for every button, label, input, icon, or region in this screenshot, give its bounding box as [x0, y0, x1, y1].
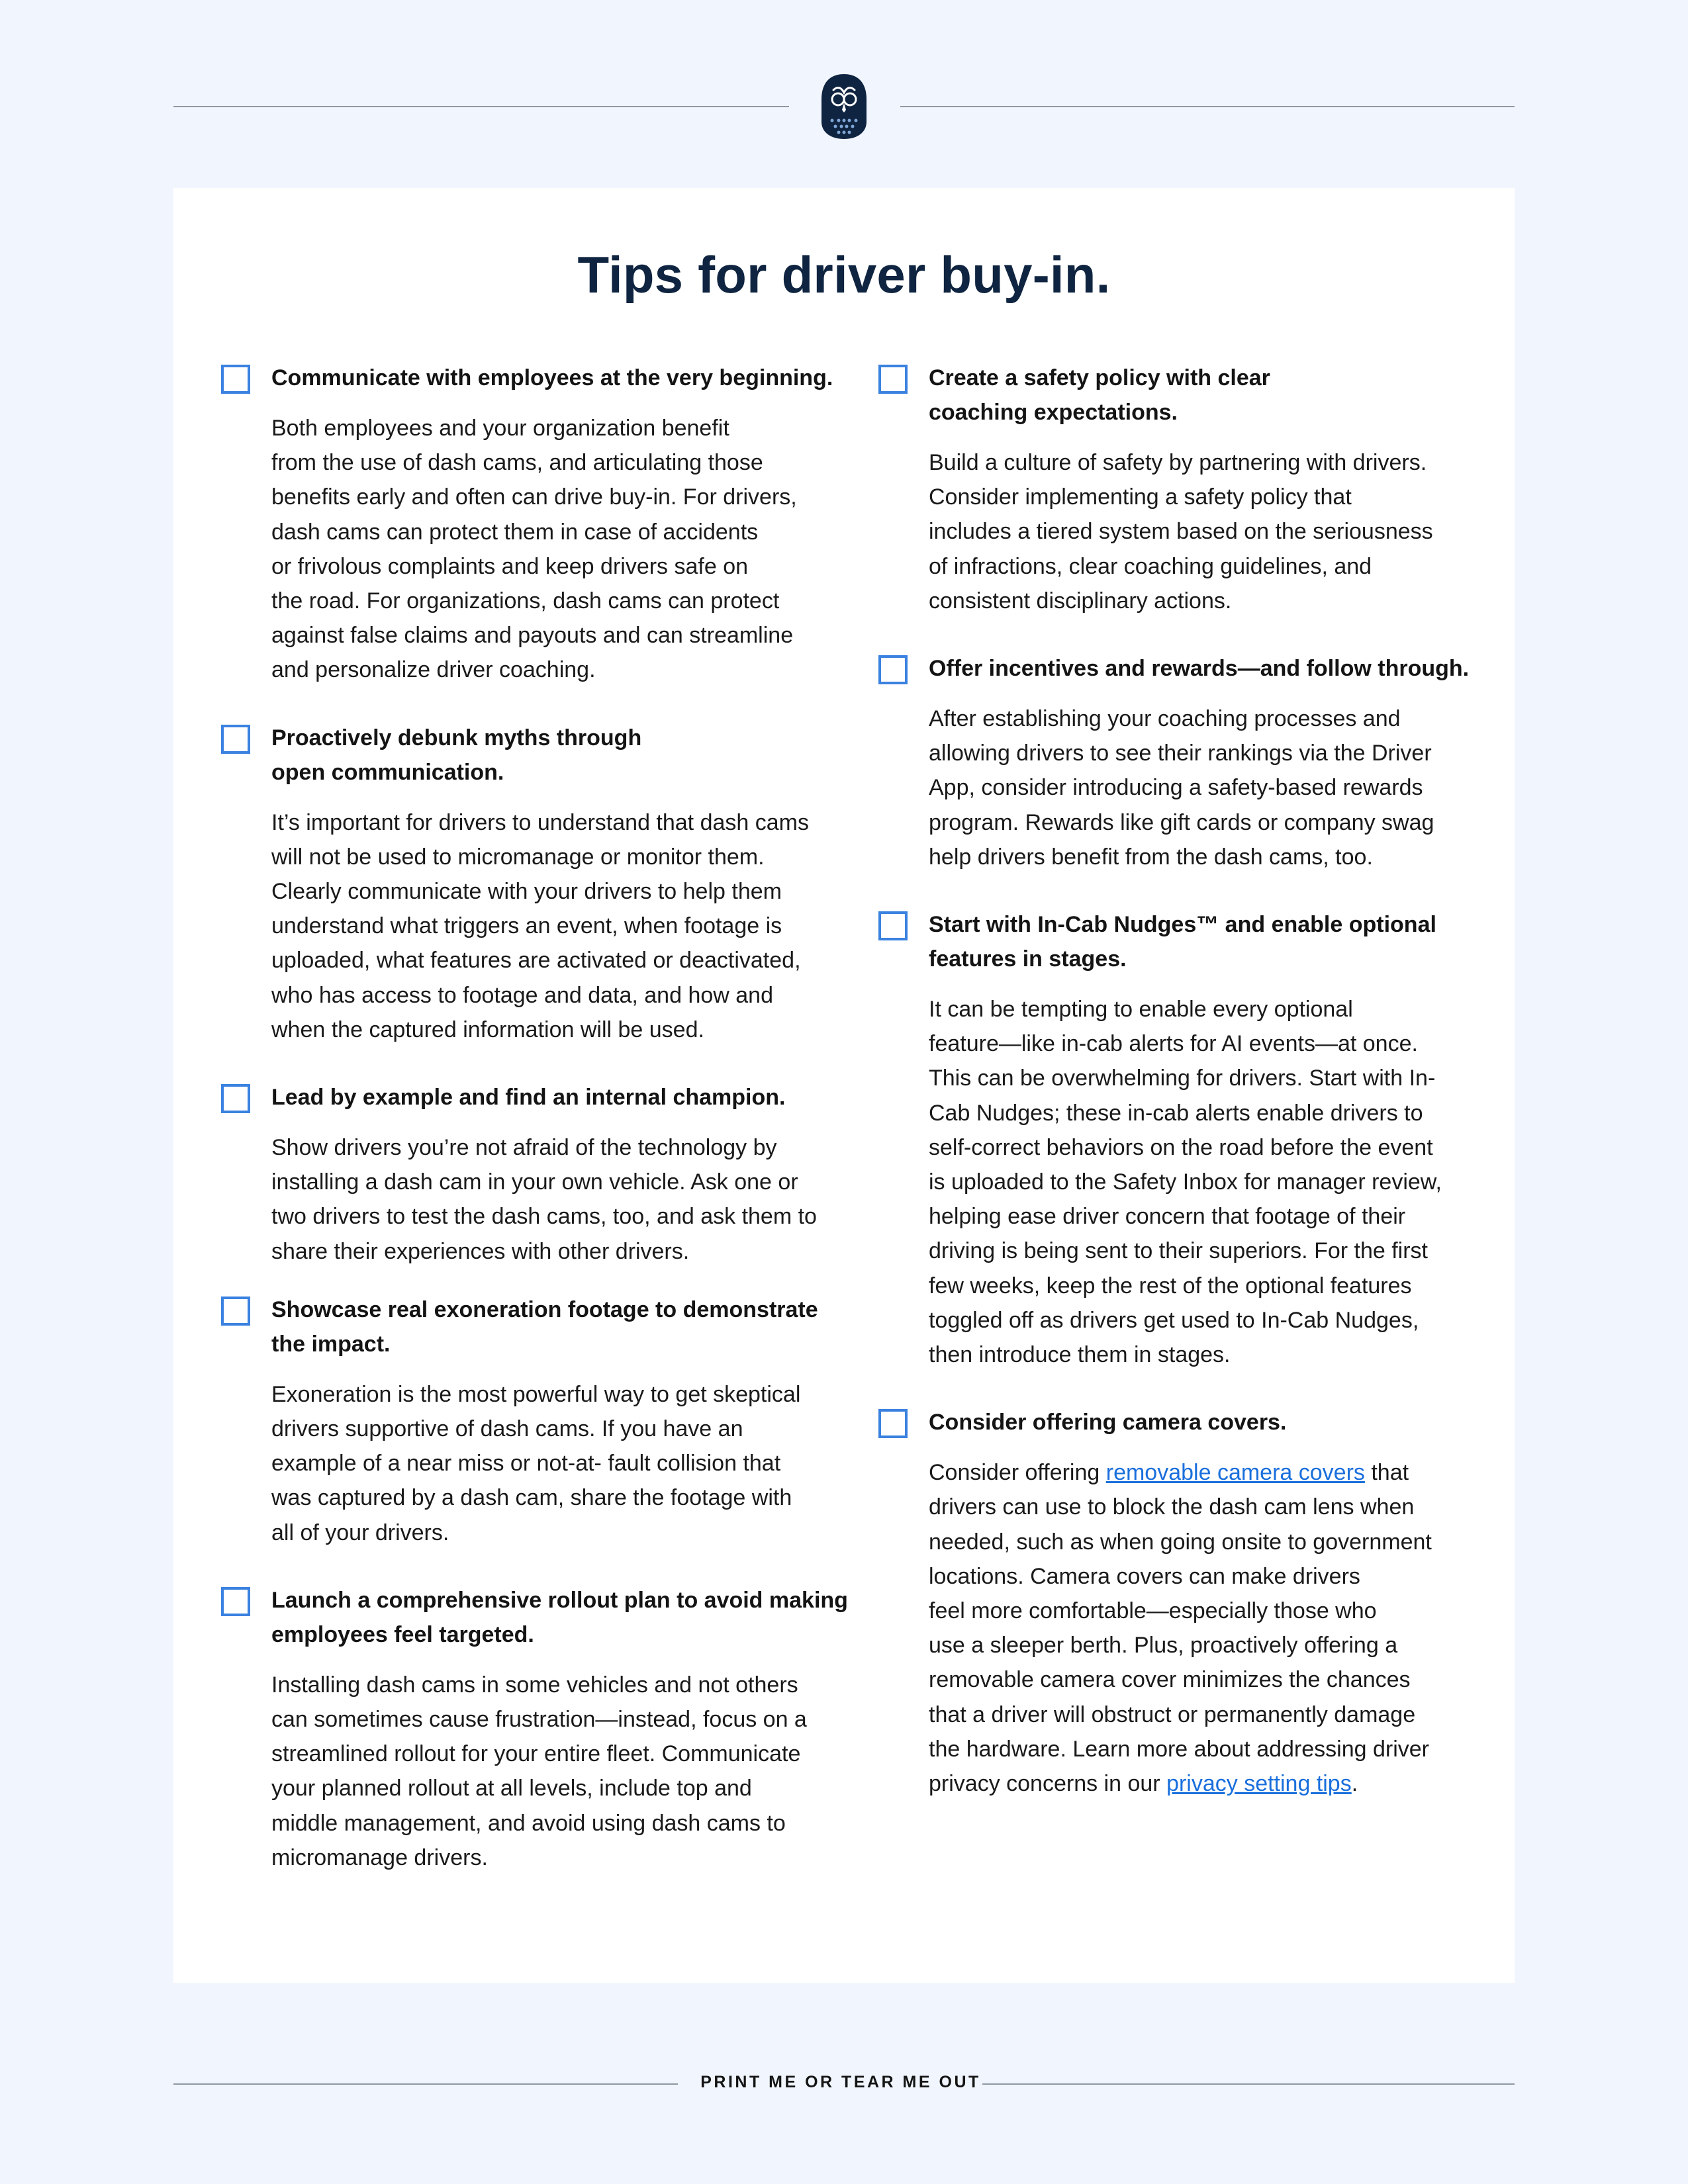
right-column: [878, 361, 1474, 1801]
item-body: Show drivers you’re not afraid of the technology by installing a dash cam in your own vehicle. Ask one or two drivers to test the dash cams, too, and ask them to share their experiences with other drivers.: [271, 1135, 817, 1264]
checklist-item: [221, 361, 857, 688]
checklist-item: [221, 721, 857, 1047]
checklist-item: [221, 1080, 857, 1269]
item-title: Communicate with employees at the very beginning.: [271, 365, 833, 390]
item-title: Consider offering camera covers.: [929, 1410, 1287, 1435]
checklist-item: [878, 651, 1474, 874]
page-title: Tips for driver buy-in.: [577, 246, 1111, 304]
item-body: It’s important for drivers to understand that dash cams will not be used to micromanage or monitor them. Clearly communicate with your drivers to help them understand what triggers an event, when footage is uploaded, what features are activated or deactivated, who has access to footage and data, and how and when the captured information will be used.: [271, 809, 809, 1042]
checkbox[interactable]: [878, 1409, 908, 1438]
checklist-item: [878, 1405, 1474, 1801]
item-body: Both employees and your organization benefit from the use of dash cams, and articulating those benefits early and often can drive buy-in. For drivers, dash cams can protect them in case of accidents or frivolous complaints and keep drivers safe on the road. For organizations, dash cams can protect against false claims and payouts and can streamline and personalize driver coaching.: [271, 416, 797, 683]
checkbox[interactable]: [221, 725, 250, 754]
item-title: Showcase real exoneration footage to demonstrate the impact.: [271, 1297, 818, 1357]
item-title: Lead by example and find an internal champion.: [271, 1085, 786, 1111]
checkbox[interactable]: [221, 1297, 250, 1326]
checkbox[interactable]: [221, 365, 250, 394]
item-body: Build a culture of safety by partnering with drivers. Consider implementing a safety policy that includes a tiered system based on the seriousness of infractions, clear coaching guidelines, and consistent disciplinary actions.: [929, 450, 1433, 614]
item-body: After establishing your coaching processes and allowing drivers to see their rankings via the Driver App, consider introducing a safety-based rewards program. Rewards like gift cards or company swag help drivers benefit from the dash cams, too.: [929, 706, 1434, 870]
camera-covers-link[interactable]: removable camera covers: [1105, 1460, 1365, 1486]
header-rule-right: [900, 106, 1515, 107]
footer-rule-right: [982, 2083, 1515, 2085]
body-text: that drivers can use to block the dash cam lens when needed, such as when going onsite to government locations. Camera covers can make drivers feel more comfortable—especially those who use a sleeper berth. Plus, proactively offering a removable camera cover minimizes the chances that a driver will obstruct or permanently damage the hardware. Learn more about addressing driver privacy concerns in our: [929, 1460, 1432, 1797]
body-text: Consider offering: [929, 1460, 1106, 1486]
checklist-item: [221, 1293, 857, 1550]
item-body: It can be tempting to enable every optional feature—like in-cab alerts for AI events—at once. This can be overwhelming for drivers. Start with In- Cab Nudges; these in-cab alerts enable drivers to self-correct behaviors on the road before the event is uploaded to the Safety Inbox for manager review, helping ease driver concern that footage of their driving is being sent to their superiors. For the first few weeks, keep the rest of the optional features toggled off as drivers get used to In-Cab Nudges, then introduce them in stages.: [929, 997, 1442, 1368]
checkbox[interactable]: [221, 1084, 250, 1113]
item-body: Installing dash cams in some vehicles and not others can sometimes cause frustration—instead, focus on a streamlined rollout for your entire fleet. Communicate your planned rollout at all levels, include top and middle management, and avoid using dash cams to micromanage drivers.: [271, 1672, 807, 1870]
footer-label: PRINT ME OR TEAR ME OUT: [700, 2073, 981, 2091]
body-text: .: [1351, 1771, 1358, 1797]
checkbox[interactable]: [878, 911, 908, 940]
checklist-item: [878, 907, 1474, 1372]
checkbox[interactable]: [878, 365, 908, 394]
header-rule-left: [173, 106, 789, 107]
item-title: Proactively debunk myths through open communication.: [271, 725, 642, 785]
item-title: Offer incentives and rewards—and follow through.: [929, 656, 1470, 682]
checkbox[interactable]: [221, 1587, 250, 1616]
owl-logo-icon: [820, 73, 868, 140]
footer-rule-left: [173, 2083, 678, 2085]
item-title: Start with In-Cab Nudges™ and enable optional features in stages.: [929, 912, 1436, 972]
checkbox[interactable]: [878, 655, 908, 684]
privacy-tips-link[interactable]: privacy setting tips: [1166, 1771, 1352, 1797]
checklist-item: [878, 361, 1474, 618]
item-title: Create a safety policy with clear coaching expectations.: [929, 365, 1270, 425]
left-column: [221, 361, 857, 1875]
item-body: Exoneration is the most powerful way to get skeptical drivers supportive of dash cams. If you have an example of a near miss or not-at- fault collision that was captured by a dash cam, share the footage with all of your drivers.: [271, 1381, 801, 1545]
item-title: Launch a comprehensive rollout plan to avoid making employees feel targeted.: [271, 1587, 848, 1647]
item-body: [929, 1455, 1474, 1801]
checklist-item: [221, 1583, 857, 1875]
